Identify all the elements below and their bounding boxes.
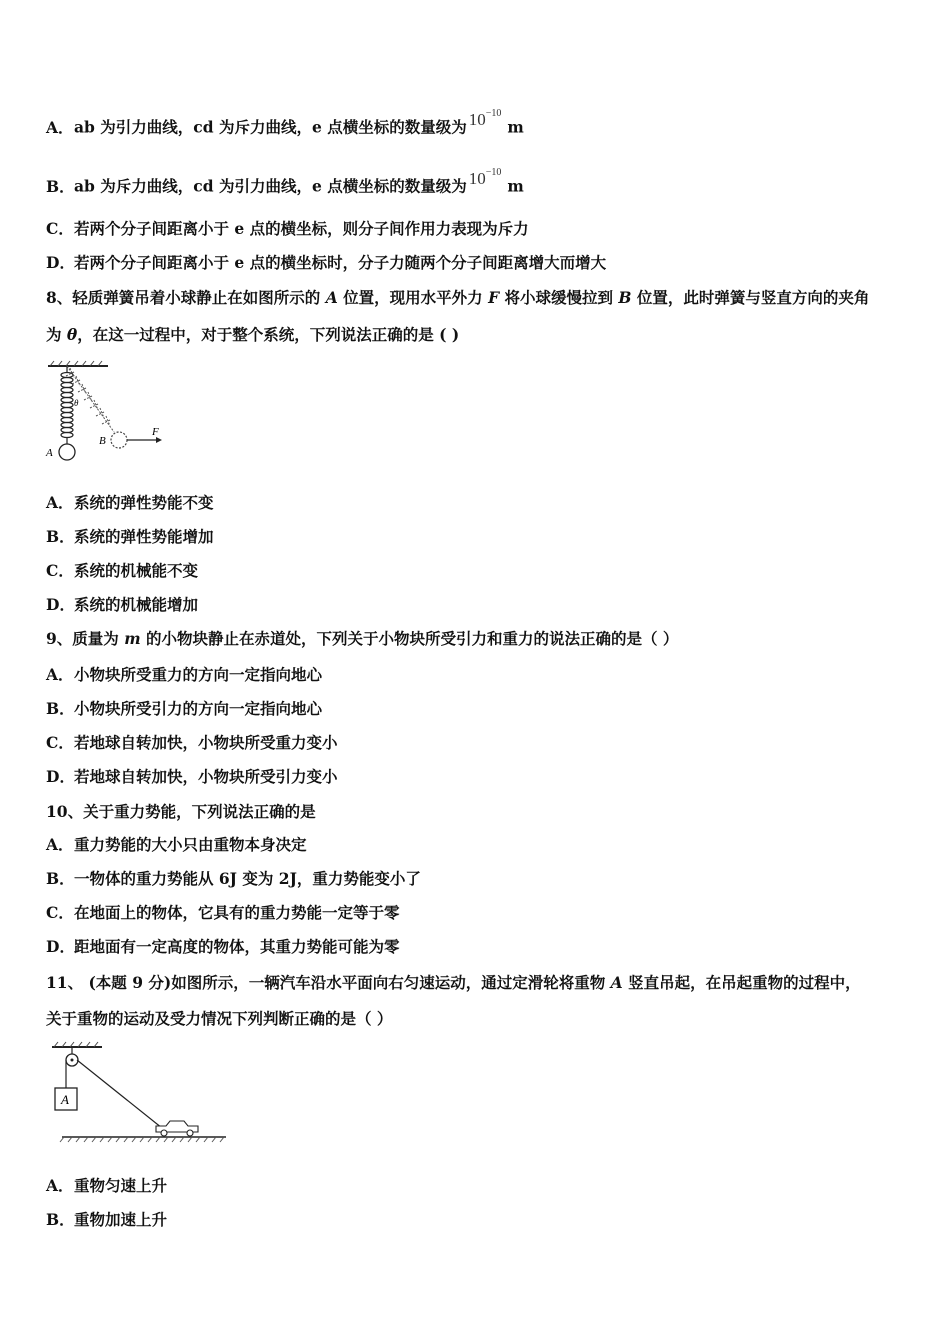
pulley-axle [71,1059,74,1062]
car [156,1121,198,1136]
q11-stem-line1: 11、 (本题 9 分)如图所示，一辆汽车沿水平面向右匀速运动，通过定滑轮将重物 A 竖直吊起，在吊起重物的过程中， [46,973,861,992]
q9-option-c: C．若地球自转加快，小物块所受重力变小 [46,733,338,752]
q9-option-d: D．若地球自转加快，小物块所受引力变小 [46,767,338,786]
q10-option-b: B．一物体的重力势能从 6J 变为 2J，重力势能变小了 [46,869,421,888]
unit: m [507,117,524,137]
label-a: A [61,1092,69,1107]
ball-a [59,444,75,460]
q8-option-d: D．系统的机械能增加 [46,595,199,614]
q8-option-a: A．系统的弹性势能不变 [46,493,214,512]
option-letter: B． [46,176,75,196]
q9-option-a: A．小物块所受重力的方向一定指向地心 [46,665,323,684]
pulley-figure [44,1040,234,1145]
option-letter: C． [46,219,74,238]
q10-option-a: A．重力势能的大小只由重物本身决定 [46,835,307,854]
sci-notation: $10^{-10}$ [468,108,502,129]
option-text: ab 为引力曲线，cd 为斥力曲线，e 点横坐标的数量级为 [74,117,467,137]
spring-figure [44,360,174,470]
label-theta: θ [74,398,79,408]
label-a: A [46,447,53,459]
q10-option-d: D．距地面有一定高度的物体，其重力势能可能为零 [46,937,400,956]
q11-option-b: B．重物加速上升 [46,1210,168,1229]
vertical-spring [61,366,73,444]
q7-option-b [46,167,524,197]
option-text: ab 为斥力曲线，cd 为引力曲线，e 点横坐标的数量级为 [74,176,467,196]
q8-option-c: C．系统的机械能不变 [46,561,199,580]
q10-option-c: C．在地面上的物体，它具有的重力势能一定等于零 [46,903,400,922]
option-letter: A． [46,117,74,137]
q7-option-c [46,219,529,239]
ball-b [111,432,127,448]
q8-stem-line2: 为 θ，在这一过程中，对于整个系统，下列说法正确的是 ( ) [46,325,460,344]
q7-option-d [46,253,606,273]
q8-option-b: B．系统的弹性势能增加 [46,527,214,546]
q7-option-a [46,108,524,138]
option-letter: D． [46,253,75,272]
unit: m [507,176,524,196]
q10-stem: 10、关于重力势能，下列说法正确的是 [46,802,316,821]
label-b: B [99,435,106,447]
label-f: F [152,426,159,438]
q11-option-a: A．重物匀速上升 [46,1176,168,1195]
q11-stem-line2: 关于重物的运动及受力情况下列判断正确的是（ ） [46,1009,393,1028]
option-text: 若两个分子间距离小于 e 点的横坐标时，分子力随两个分子间距离增大而增大 [74,253,607,272]
q9-option-b: B．小物块所受引力的方向一定指向地心 [46,699,323,718]
option-text: 若两个分子间距离小于 e 点的横坐标，则分子间作用力表现为斥力 [74,219,529,238]
sci-notation: $10^{-10}$ [468,167,502,188]
q8-stem-line1: 8、轻质弹簧吊着小球静止在如图所示的 A 位置，现用水平外力 F 将小球缓慢拉到 B 位置，此时弹簧与竖直方向的夹角 [46,288,870,307]
rope-diagonal [77,1060,162,1128]
q9-stem: 9、质量为 m 的小物块静止在赤道处，下列关于小物块所受引力和重力的说法正确的是（ ） [46,629,679,648]
